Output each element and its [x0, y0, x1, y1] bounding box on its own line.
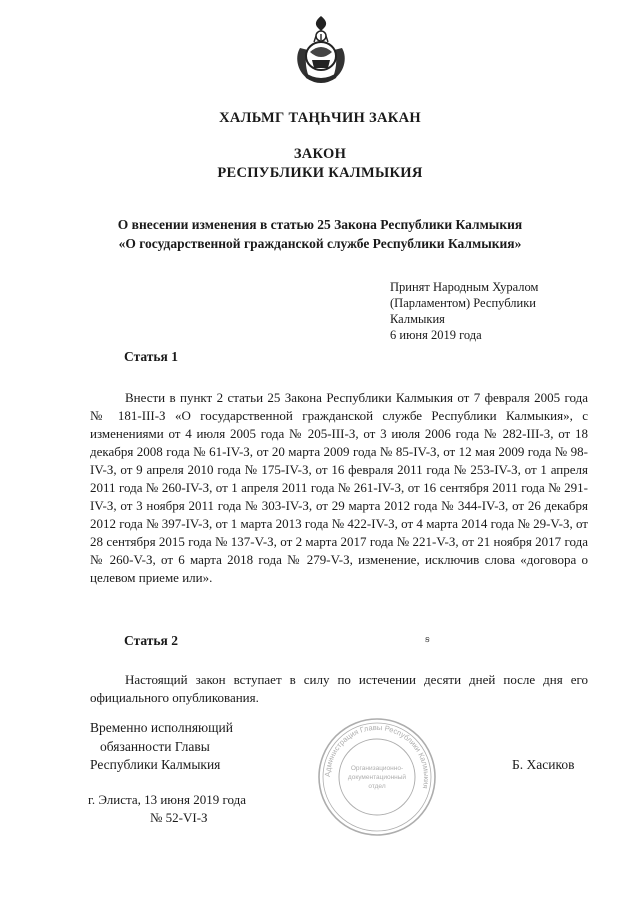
law-title-line-1: О внесении изменения в статью 25 Закона Республики Калмыкия [117, 217, 523, 232]
law-title-line-2: «О государственной гражданской службе Республики Калмыкия» [118, 236, 522, 251]
coat-of-arms-emblem [290, 14, 352, 88]
signatory-name: Б. Хасиков [512, 757, 575, 772]
article-1-heading: Статья 1 [124, 349, 178, 364]
kalmyk-law-title: ХАЛЬМГ ТАҢҺЧИН ЗАКАН [219, 110, 421, 126]
law-title [0, 215, 640, 253]
adoption-line-2: (Парламентом) Республики [390, 296, 536, 310]
adoption-date: 6 июня 2019 года [390, 328, 482, 342]
official-stamp [316, 716, 438, 838]
law-label: ЗАКОН [293, 146, 347, 162]
place-and-number [88, 791, 246, 827]
republic-title: РЕСПУБЛИКИ КАЛМЫКИЯ [217, 165, 423, 181]
article-2-text: Настоящий закон вступает в силу по истечении десяти дней после дня его официального опубликования. [90, 672, 588, 706]
place-date: г. Элиста, 13 июня 2019 года [88, 792, 246, 807]
adoption-note [390, 279, 590, 343]
article-2-heading: Статья 2 [124, 633, 178, 648]
signatory-line-1: Временно исполняющий [90, 720, 233, 735]
stamp-inner-line-3: отдел [368, 783, 386, 790]
stamp-ring-text: Администрация Главы Республики Калмыкия [322, 722, 432, 790]
article-1-text: Внести в пункт 2 статьи 25 Закона Республики Калмыкия от 7 февраля 2005 года № 181-III-З «О государственной гражданской службе Республики Калмыкия», с изменениями от 4 июля 2005 года № 205-III-З, от 3 июля 2006 года № 282-III-З, от 18 декабря 2008 года № 61-IV-З, от 20 марта 2009 года № 85-IV-З, от 12 мая 2009 года № 98-IV-З, от 9 апреля 2010 года № 175-IV-З, от 16 февраля 2011 года № 253-IV-З, от 1 апреля 2011 года № 260-IV-З, от 1 апреля 2011 года № 261-IV-З, от 16 сентября 2011 года № 291-IV-З, от 3 ноября 2011 года № 303-IV-З, от 29 марта 2012 года № 344-IV-З, от 26 декабря 2012 года № 397-IV-З, от 1 марта 2013 года № 422-IV-З, от 4 марта 2014 года № 29-V-З, от 28 сентября 2015 года № 137-V-З, от 2 марта 2017 года № 221-V-З, от 21 ноября 2017 года № 260-V-З, от 6 марта 2018 года № 279-V-З, изменение, исключив слова «договора о целевом приеме или». [90, 390, 588, 586]
adoption-line-3: Калмыкия [390, 312, 445, 326]
stamp-inner-line-2: документационный [347, 774, 407, 781]
law-number: № 52-VI-З [150, 810, 208, 825]
signatory-line-2: обязанности Главы [100, 738, 210, 754]
adoption-line-1: Принят Народным Хуралом [390, 280, 539, 294]
signatory-line-3: Республики Калмыкия [90, 757, 221, 772]
signatory-title [90, 719, 233, 775]
scan-mark: ꞩ [425, 634, 430, 644]
stamp-inner-line-1: Организационно- [350, 765, 404, 772]
